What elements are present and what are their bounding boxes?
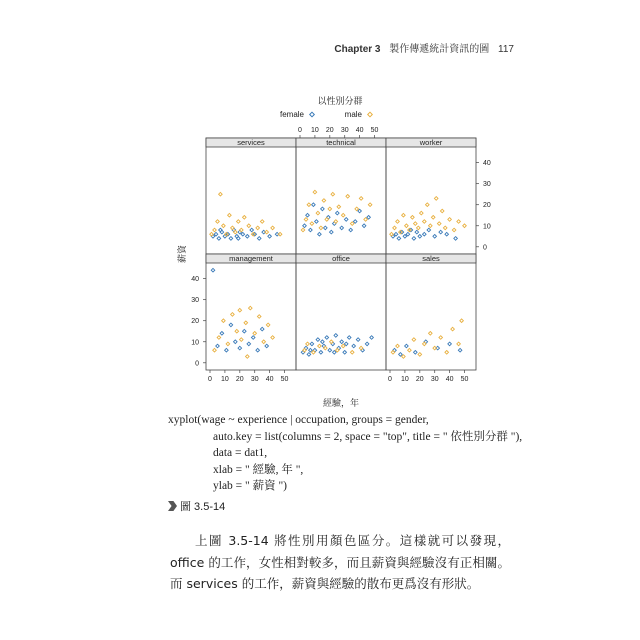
- data-point: [341, 344, 345, 348]
- data-point: [405, 224, 409, 228]
- data-point: [325, 336, 329, 340]
- y-tick-label: 40: [483, 160, 491, 168]
- data-point: [260, 327, 264, 331]
- data-point: [307, 203, 311, 207]
- data-point: [216, 220, 220, 224]
- code-line: data = dat1,: [213, 447, 268, 460]
- x-tick-label: 30: [250, 376, 259, 383]
- data-point: [240, 338, 244, 342]
- data-point: [313, 190, 317, 194]
- data-point: [312, 203, 316, 207]
- y-tick-label: 10: [483, 223, 491, 231]
- data-point: [365, 342, 369, 346]
- data-point: [423, 232, 427, 236]
- x-axis-title: 經驗，年: [322, 398, 360, 408]
- y-axis-title: 薪資: [177, 244, 187, 264]
- data-point: [390, 232, 394, 236]
- y-tick-label: 40: [191, 276, 199, 284]
- body-paragraph: 上圖 3.5-14 將性別用顏色區分。這樣就可以發現，office 的工作，女性相對較多，而且薪資與經驗沒有正相關。而 services 的工作，薪資與經驗的散布更爲沒有形狀。: [170, 533, 510, 591]
- data-point: [220, 332, 224, 336]
- data-point: [402, 355, 406, 359]
- data-point: [396, 220, 400, 224]
- panel-frame: [206, 254, 296, 370]
- data-point: [333, 351, 337, 355]
- data-point: [257, 315, 261, 319]
- data-point: [412, 338, 416, 342]
- x-tick-label: 50: [370, 127, 379, 134]
- data-point: [265, 230, 269, 234]
- data-point: [448, 342, 452, 346]
- data-point: [334, 334, 338, 338]
- data-point: [451, 327, 455, 331]
- data-point: [315, 220, 319, 224]
- data-point: [217, 336, 221, 340]
- data-point: [433, 235, 437, 239]
- data-point: [309, 228, 313, 232]
- data-point: [336, 348, 340, 352]
- data-point: [249, 306, 253, 310]
- data-point: [406, 232, 410, 236]
- data-point: [420, 211, 424, 215]
- data-point: [238, 346, 242, 350]
- data-point: [330, 230, 334, 234]
- data-point: [423, 342, 427, 346]
- data-point: [346, 195, 350, 199]
- code-line: xyplot(wage ~ experience | occupation, groups = gender,: [168, 414, 429, 426]
- data-point: [356, 338, 360, 342]
- panel-frame: [386, 254, 476, 370]
- data-point: [303, 224, 307, 228]
- data-point: [316, 338, 320, 342]
- data-point: [330, 340, 334, 344]
- x-tick-label: 0: [208, 376, 212, 383]
- panel-title: services: [237, 138, 265, 147]
- data-point: [429, 332, 433, 336]
- data-point: [210, 232, 214, 236]
- data-point: [310, 342, 314, 346]
- data-point: [359, 197, 363, 201]
- data-point: [394, 232, 398, 236]
- data-point: [219, 192, 223, 196]
- panel-title: sales: [422, 254, 440, 263]
- x-tick-label: 20: [415, 376, 424, 383]
- data-point: [250, 228, 254, 232]
- x-tick-label: 30: [430, 376, 439, 383]
- data-point: [244, 321, 248, 325]
- data-point: [417, 226, 421, 230]
- data-point: [340, 340, 344, 344]
- data-point: [228, 213, 232, 217]
- legend-title: 以性別分群: [317, 96, 363, 106]
- data-point: [226, 342, 230, 346]
- data-point: [229, 323, 233, 327]
- data-point: [241, 232, 245, 236]
- data-point: [256, 226, 260, 230]
- data-point: [306, 213, 310, 217]
- y-tick-label: 30: [191, 297, 199, 305]
- data-point: [231, 313, 235, 317]
- data-point: [431, 216, 435, 220]
- data-point: [340, 226, 344, 230]
- data-point: [364, 218, 368, 222]
- data-point: [256, 348, 260, 352]
- data-point: [262, 340, 266, 344]
- data-point: [445, 232, 449, 236]
- data-point: [439, 336, 443, 340]
- x-tick-label: 30: [340, 127, 349, 134]
- data-point: [307, 353, 311, 357]
- data-point: [440, 209, 444, 213]
- data-point: [414, 351, 418, 355]
- data-point: [408, 348, 412, 352]
- data-point: [452, 228, 456, 232]
- data-point: [309, 348, 313, 352]
- data-point: [231, 226, 235, 230]
- data-point: [334, 220, 338, 224]
- y-tick-label: 20: [191, 318, 199, 326]
- legend-marker: [368, 112, 373, 117]
- data-point: [316, 211, 320, 215]
- x-tick-label: 40: [265, 376, 274, 383]
- data-point: [324, 346, 328, 350]
- code-line: xlab = " 經驗, 年 ",: [213, 463, 304, 476]
- data-point: [434, 197, 438, 201]
- data-point: [222, 319, 226, 323]
- panel-frame: [296, 138, 386, 254]
- data-point: [216, 344, 220, 348]
- data-point: [246, 235, 250, 239]
- data-point: [350, 351, 354, 355]
- data-point: [368, 203, 372, 207]
- data-point: [213, 228, 217, 232]
- data-point: [350, 222, 354, 226]
- legend-label: male: [344, 110, 362, 119]
- data-point: [328, 348, 332, 352]
- data-point: [322, 199, 326, 203]
- data-point: [266, 323, 270, 327]
- data-point: [324, 226, 328, 230]
- data-point: [396, 344, 400, 348]
- data-point: [458, 348, 462, 352]
- data-point: [251, 336, 255, 340]
- data-point: [344, 218, 348, 222]
- figure-caption: [168, 498, 225, 514]
- data-point: [225, 348, 229, 352]
- data-point: [304, 218, 308, 222]
- x-tick-label: 20: [235, 376, 244, 383]
- data-point: [260, 220, 264, 224]
- data-point: [344, 342, 348, 346]
- data-point: [437, 222, 441, 226]
- data-point: [355, 207, 359, 211]
- x-tick-label: 10: [401, 376, 409, 383]
- data-point: [391, 351, 395, 355]
- data-point: [321, 340, 325, 344]
- data-point: [217, 237, 221, 241]
- x-tick-label: 20: [325, 127, 334, 134]
- data-point: [301, 228, 305, 232]
- data-point: [229, 237, 233, 241]
- data-point: [257, 237, 261, 241]
- data-point: [358, 209, 362, 213]
- x-tick-label: 50: [280, 376, 289, 383]
- data-point: [238, 308, 242, 312]
- data-point: [246, 355, 250, 359]
- data-point: [443, 226, 447, 230]
- data-point: [265, 344, 269, 348]
- data-point: [397, 237, 401, 241]
- panel-title: worker: [419, 138, 443, 147]
- data-point: [433, 346, 437, 350]
- figure-label: 圖 3.5-14: [180, 501, 226, 513]
- page-number: 117: [498, 44, 514, 55]
- data-point: [445, 351, 449, 355]
- data-point: [427, 228, 431, 232]
- data-point: [303, 348, 307, 352]
- code-line: ylab = " 薪資 "): [213, 480, 288, 493]
- data-point: [271, 226, 275, 230]
- data-point: [240, 228, 244, 232]
- data-point: [349, 228, 353, 232]
- data-point: [243, 329, 247, 333]
- data-point: [418, 235, 422, 239]
- data-point: [328, 207, 332, 211]
- code-line: auto.key = list(columns = 2, space = "top", title = " 依性別分群 "),: [213, 430, 523, 443]
- data-point: [243, 216, 247, 220]
- x-tick-label: 40: [355, 127, 364, 134]
- data-point: [321, 207, 325, 211]
- data-point: [237, 237, 241, 241]
- data-point: [359, 346, 363, 350]
- data-point: [341, 213, 345, 217]
- data-point: [331, 192, 335, 196]
- data-point: [306, 342, 310, 346]
- data-point: [213, 348, 217, 352]
- x-tick-label: 10: [311, 127, 319, 134]
- data-point: [393, 226, 397, 230]
- y-tick-label: 30: [483, 181, 491, 189]
- data-point: [412, 237, 416, 241]
- y-tick-label: 0: [195, 360, 199, 368]
- data-point: [312, 351, 316, 355]
- data-point: [362, 224, 366, 228]
- chapter-label: Chapter 3: [334, 44, 381, 55]
- data-point: [415, 230, 419, 234]
- data-point: [460, 319, 464, 323]
- panel-title: office: [332, 254, 350, 263]
- data-point: [325, 218, 329, 222]
- data-point: [219, 228, 223, 232]
- data-point: [418, 353, 422, 357]
- data-point: [426, 203, 430, 207]
- data-point: [343, 351, 347, 355]
- data-point: [337, 205, 341, 209]
- data-point: [463, 224, 467, 228]
- x-tick-label: 10: [221, 376, 229, 383]
- data-point: [235, 329, 239, 333]
- data-point: [454, 237, 458, 241]
- y-tick-label: 10: [191, 339, 199, 347]
- panel-title: management: [229, 254, 273, 263]
- legend-label: female: [279, 110, 304, 119]
- data-point: [211, 268, 215, 272]
- r-code-block: [168, 412, 522, 495]
- data-point: [310, 222, 314, 226]
- chapter-title: 製作傳遞統計資訊的圖: [389, 44, 490, 55]
- x-tick-label: 50: [460, 376, 469, 383]
- data-point: [278, 232, 282, 236]
- data-point: [318, 232, 322, 236]
- x-tick-label: 0: [388, 376, 392, 383]
- data-point: [319, 226, 323, 230]
- data-point: [448, 218, 452, 222]
- data-point: [347, 336, 351, 340]
- data-point: [353, 220, 357, 224]
- data-point: [403, 235, 407, 239]
- data-point: [423, 220, 427, 224]
- data-point: [222, 224, 226, 228]
- caption-marker-icon: [168, 501, 177, 511]
- data-point: [318, 344, 322, 348]
- data-point: [253, 332, 257, 336]
- data-point: [247, 224, 251, 228]
- data-point: [336, 211, 340, 215]
- y-tick-label: 20: [483, 202, 491, 210]
- data-point: [234, 230, 238, 234]
- x-tick-label: 0: [298, 127, 302, 134]
- data-point: [319, 351, 323, 355]
- data-point: [399, 353, 403, 357]
- x-tick-label: 40: [445, 376, 454, 383]
- data-point: [411, 216, 415, 220]
- data-point: [237, 220, 241, 224]
- data-point: [405, 344, 409, 348]
- data-point: [439, 230, 443, 234]
- data-point: [429, 224, 433, 228]
- panel-title: technical: [326, 138, 356, 147]
- data-point: [234, 340, 238, 344]
- y-tick-label: 0: [483, 244, 487, 252]
- data-point: [271, 336, 275, 340]
- data-point: [352, 344, 356, 348]
- data-point: [457, 342, 461, 346]
- data-point: [367, 216, 371, 220]
- data-point: [214, 232, 218, 236]
- data-point: [414, 222, 418, 226]
- legend-marker: [310, 112, 315, 117]
- data-point: [457, 220, 461, 224]
- data-point: [247, 342, 251, 346]
- data-point: [268, 235, 272, 239]
- data-point: [370, 336, 374, 340]
- data-point: [402, 213, 406, 217]
